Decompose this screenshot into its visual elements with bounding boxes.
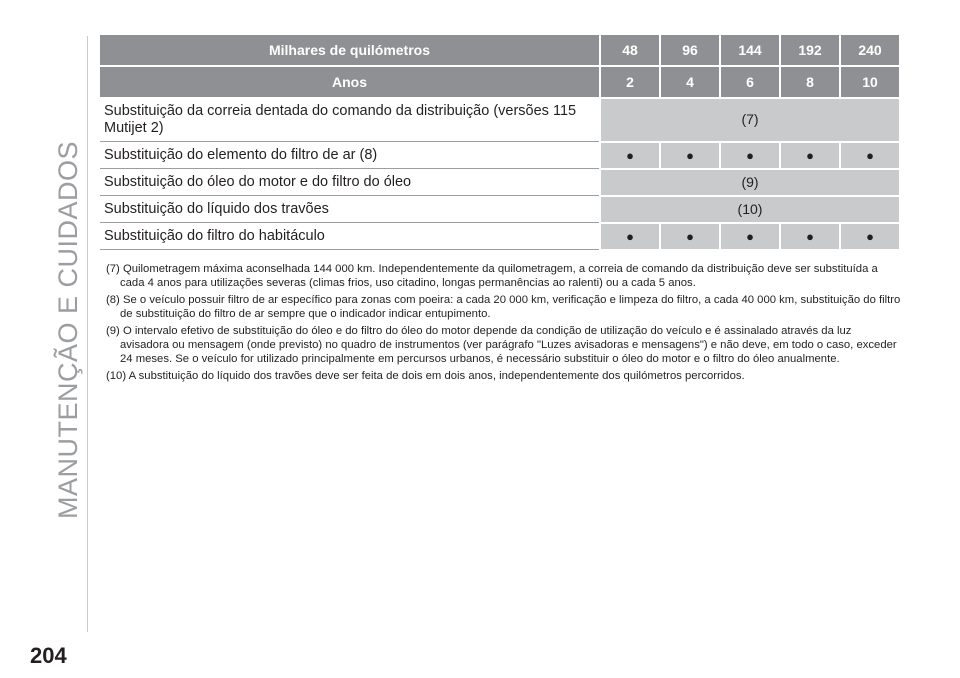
bullet-icon: ● <box>746 229 754 244</box>
footnote-8: (8) Se o veículo possuir filtro de ar específico para zonas com poeira: a cada 20 000 km, verificação e limpeza do filtro, a cada 40 000 km, substituição do filtro de substituição do filtro de ar sempre que o indicador indicar entupimento. <box>106 293 901 321</box>
bullet-icon: ● <box>746 148 754 163</box>
footnote-10: (10) A substituição do líquido dos travões deve ser feita de dois em dois anos, independentemente dos quilómetros percorridos. <box>106 369 745 382</box>
header-years-value: 2 <box>600 66 660 98</box>
table-row <box>100 169 899 196</box>
footnotes <box>106 262 902 385</box>
row-note-ref: (7) <box>600 98 899 142</box>
header-km-value: 144 <box>720 35 780 66</box>
row-label: Substituição do elemento do filtro de ar (8) <box>100 142 600 169</box>
footnote-9: (9) O intervalo efetivo de substituição do óleo e do filtro do óleo do motor depende da condição de utilização do veículo e é assinalado através da luz avisadora ou mensagem (onde previsto) no quadro de instrumentos (ver parágrafo "Luzes avisadoras e mensagens") e não deve, em todo o caso, exceder 24 meses. Se o veículo for utilizado principalmente em percursos urbanos, é necessário substituir o óleo do motor e o filtro do óleo anualmente. <box>106 324 897 366</box>
table-row <box>100 223 899 250</box>
header-km-value: 48 <box>600 35 660 66</box>
maintenance-schedule-table <box>100 35 899 251</box>
header-years-value: 4 <box>660 66 720 98</box>
row-label: Substituição da correia dentada do comando da distribuição (versões 115 Mutijet 2) <box>100 98 600 142</box>
bullet-icon: ● <box>866 229 874 244</box>
table-row <box>100 98 899 142</box>
bullet-icon: ● <box>806 229 814 244</box>
row-label: Substituição do óleo do motor e do filtro do óleo <box>100 169 600 196</box>
footnote-7: (7) Quilometragem máxima aconselhada 144 000 km. Independentemente da quilometragem, a correia de comando da distribuição deve ser substituída a cada 4 anos para utilizações severas (climas frios, uso citadino, longas permanências ao ralenti) ou a cada 5 anos. <box>106 263 878 290</box>
header-years-label: Anos <box>100 66 600 98</box>
table-row <box>100 196 899 223</box>
bullet-icon: ● <box>686 148 694 163</box>
row-note-ref: (10) <box>600 196 899 223</box>
table-row <box>100 142 899 169</box>
page-number: 204 <box>30 643 67 668</box>
section-divider <box>87 36 88 632</box>
header-km-value: 192 <box>780 35 840 66</box>
header-km-value: 96 <box>660 35 720 66</box>
header-row-years <box>100 66 899 98</box>
header-years-value: 8 <box>780 66 840 98</box>
header-km-value: 240 <box>840 35 899 66</box>
header-years-value: 6 <box>720 66 780 98</box>
row-label: Substituição do filtro do habitáculo <box>100 223 600 250</box>
bullet-icon: ● <box>806 148 814 163</box>
header-years-value: 10 <box>840 66 899 98</box>
row-note-ref: (9) <box>600 169 899 196</box>
section-title: MANUTENÇÃO E CUIDADOS <box>53 140 83 520</box>
bullet-icon: ● <box>626 148 634 163</box>
bullet-icon: ● <box>866 148 874 163</box>
bullet-icon: ● <box>626 229 634 244</box>
header-row-km <box>100 35 899 66</box>
header-km-label: Milhares de quilómetros <box>100 35 600 66</box>
row-label: Substituição do líquido dos travões <box>100 196 600 223</box>
bullet-icon: ● <box>686 229 694 244</box>
